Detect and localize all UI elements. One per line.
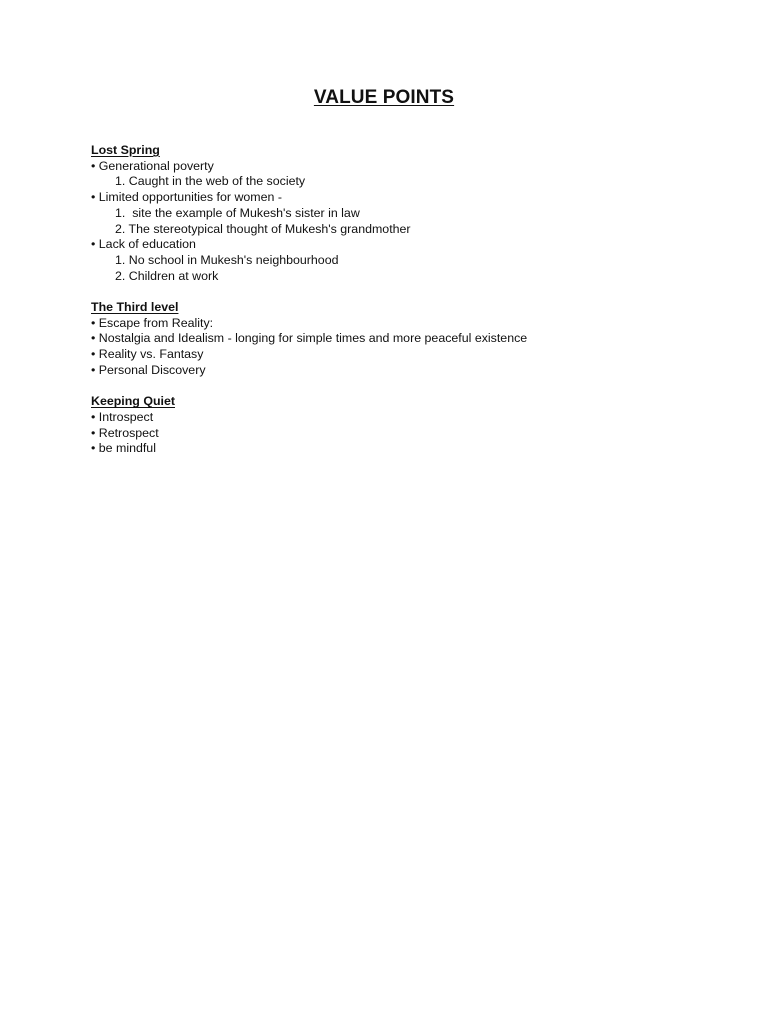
numbered-subitem: 2. The stereotypical thought of Mukesh's grandmother [115, 221, 411, 236]
bullet-item: • Introspect [91, 409, 154, 424]
bullet-item: • Lack of education [91, 237, 196, 252]
numbered-subitem: 2. Children at work [115, 268, 219, 283]
section-the-third-level [91, 300, 711, 379]
numbered-subitem: 1. Caught in the web of the society [115, 174, 306, 189]
bullet-item: • Escape from Reality: [91, 315, 214, 330]
section-heading: Keeping Quiet [91, 394, 175, 409]
section-heading: Lost Spring [91, 143, 160, 157]
numbered-subitem: 1. site the example of Mukesh's sister in law [115, 205, 360, 220]
bullet-item: • Retrospect [91, 425, 159, 440]
section-heading: The Third level [91, 300, 179, 315]
numbered-subitem: 1. No school in Mukesh's neighbourhood [115, 252, 339, 267]
bullet-item: • be mindful [91, 441, 156, 456]
section-keeping-quiet [91, 394, 711, 457]
bullet-item: • Reality vs. Fantasy [91, 347, 204, 362]
page-title: VALUE POINTS [313, 87, 455, 108]
bullet-item: • Personal Discovery [91, 362, 206, 377]
section-lost-spring [91, 143, 711, 284]
bullet-item: • Nostalgia and Idealism - longing for simple times and more peaceful existence [91, 331, 528, 346]
document-body [91, 143, 711, 473]
bullet-item: • Limited opportunities for women - [91, 190, 282, 205]
bullet-item: • Generational poverty [91, 158, 214, 173]
